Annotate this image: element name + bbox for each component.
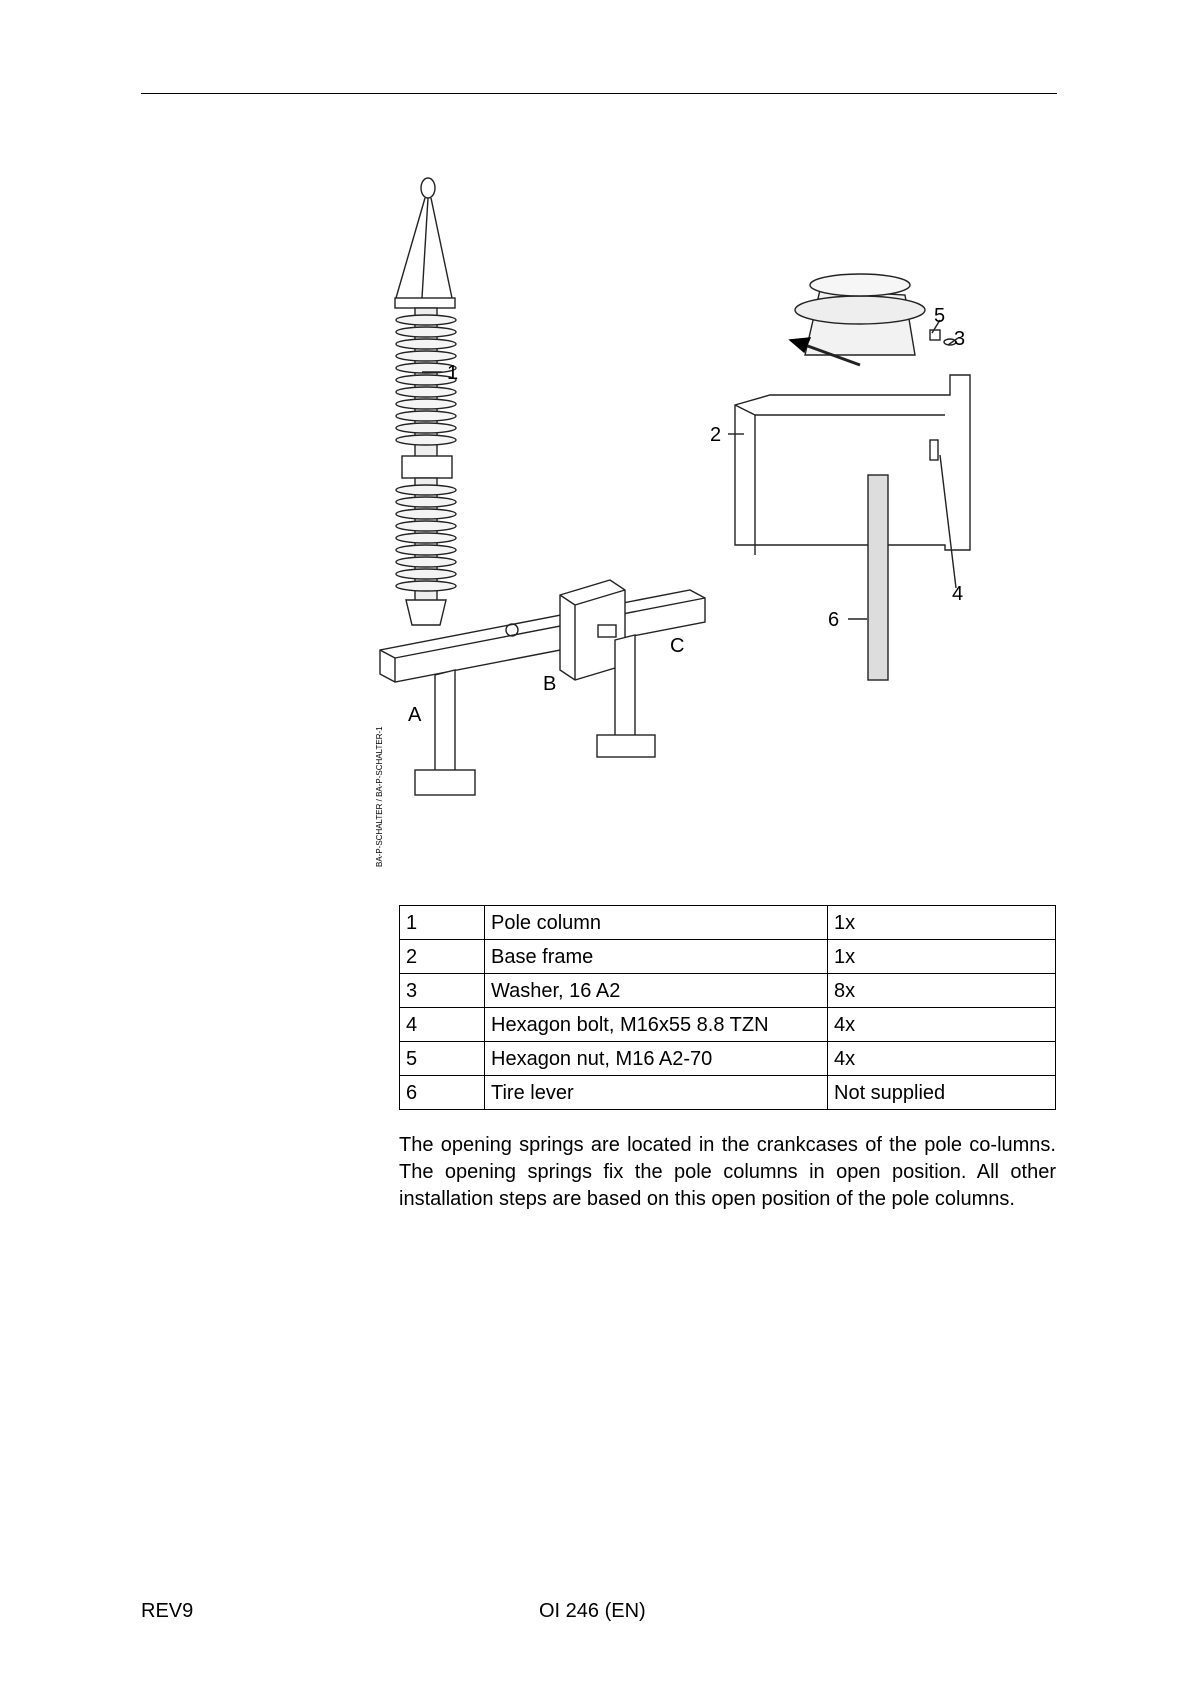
callout-2: 2 bbox=[710, 424, 722, 446]
part-number: 4 bbox=[400, 1008, 485, 1042]
callout-b: B bbox=[543, 673, 557, 695]
footer-document-id: OI 246 (EN) bbox=[539, 1600, 646, 1622]
crankcase bbox=[406, 600, 446, 625]
insulator-lower bbox=[396, 478, 456, 618]
part-quantity: 1x bbox=[828, 906, 1056, 940]
hexagon-bolt bbox=[930, 440, 938, 460]
support-column-a bbox=[415, 670, 475, 795]
part-description: Pole column bbox=[485, 906, 828, 940]
table-row bbox=[400, 1008, 1056, 1042]
callout-6: 6 bbox=[828, 609, 840, 631]
callout-c: C bbox=[670, 635, 685, 657]
part-description: Tire lever bbox=[485, 1076, 828, 1110]
sling-left bbox=[396, 198, 425, 298]
figure-id: BA-P-SCHALTER / BA-P-SCHALTER-1 bbox=[375, 726, 384, 867]
callout-a: A bbox=[408, 704, 422, 726]
footer-revision: REV9 bbox=[141, 1600, 194, 1622]
part-number: 6 bbox=[400, 1076, 485, 1110]
assembly-drawing bbox=[360, 170, 1060, 880]
part-description: Hexagon nut, M16 A2-70 bbox=[485, 1042, 828, 1076]
part-number: 2 bbox=[400, 940, 485, 974]
tire-lever bbox=[868, 475, 888, 680]
table-row bbox=[400, 940, 1056, 974]
top-flange bbox=[395, 298, 455, 308]
part-number: 1 bbox=[400, 906, 485, 940]
part-quantity: 4x bbox=[828, 1042, 1056, 1076]
part-description: Washer, 16 A2 bbox=[485, 974, 828, 1008]
hexagon-nut bbox=[930, 330, 940, 340]
insulator-upper bbox=[396, 308, 459, 468]
table-row bbox=[400, 906, 1056, 940]
part-description: Hexagon bolt, M16x55 8.8 TZN bbox=[485, 1008, 828, 1042]
callout-3: 3 bbox=[954, 328, 966, 350]
body-paragraph: The opening springs are located in the crankcases of the pole co-lumns. The opening springs fix the pole columns in open position. All other installation steps are based on this open position of the pole columns. bbox=[399, 1134, 1056, 1210]
part-quantity: Not supplied bbox=[828, 1076, 1056, 1110]
part-quantity: 8x bbox=[828, 974, 1056, 1008]
table-row bbox=[400, 974, 1056, 1008]
part-number: 3 bbox=[400, 974, 485, 1008]
part-quantity: 1x bbox=[828, 940, 1056, 974]
callout-4: 4 bbox=[952, 583, 964, 605]
part-quantity: 4x bbox=[828, 1008, 1056, 1042]
parts-table bbox=[399, 905, 1056, 1110]
table-row bbox=[400, 1076, 1056, 1110]
sling-middle bbox=[422, 198, 428, 298]
assembly-figure bbox=[360, 170, 1060, 880]
callout-5: 5 bbox=[934, 305, 946, 327]
middle-flange bbox=[402, 456, 452, 478]
lifting-ring bbox=[421, 178, 435, 198]
header-rule bbox=[141, 93, 1057, 94]
part-description: Base frame bbox=[485, 940, 828, 974]
table-row bbox=[400, 1042, 1056, 1076]
sling-right bbox=[431, 198, 452, 298]
base-frame bbox=[735, 375, 970, 550]
callout-1: 1 bbox=[447, 362, 459, 384]
part-number: 5 bbox=[400, 1042, 485, 1076]
